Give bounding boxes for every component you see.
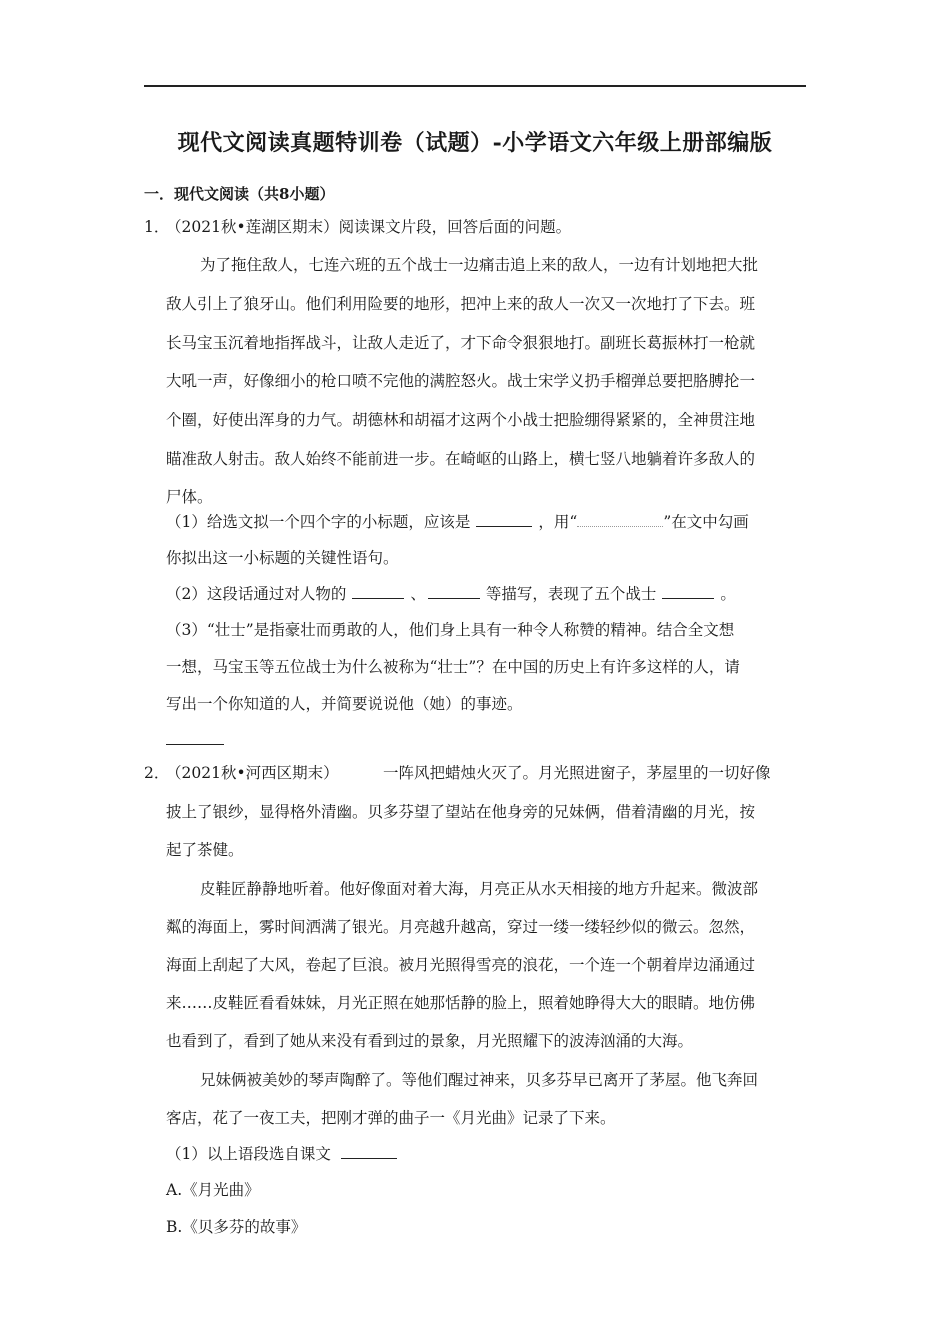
question-1-source: （2021秋•莲湖区期末）阅读课文片段，回答后面的问题。 <box>166 218 572 236</box>
q1-passage-line: 敌人引上了狼牙山。他们利用险要的地形，把冲上来的敌人一次又一次地打了下去。班 <box>166 295 756 313</box>
answer-blank[interactable] <box>428 584 480 599</box>
answer-blank[interactable] <box>476 512 532 527</box>
q2-passage-line: 客店，花了一夜工夫，把刚才弹的曲子一《月光曲》记录了下来。 <box>166 1109 616 1127</box>
q1-sub3-line: 写出一个你知道的人，并简要说说他（她）的事迹。 <box>166 695 523 713</box>
q2-sub1-text: （1）以上语段选自课文 <box>166 1145 331 1163</box>
option-b[interactable]: B.《贝多芬的故事》 <box>166 1218 307 1236</box>
question-1-number: 1． <box>144 218 170 236</box>
option-a[interactable]: A.《月光曲》 <box>166 1181 260 1199</box>
q2-passage-line: 来……皮鞋匠看看妹妹，月光正照在她那恬静的脸上，照着她睁得大大的眼睛。地仿佛 <box>166 994 756 1012</box>
q1-sub1-text: ，用“ <box>538 513 578 531</box>
document-title: 现代文阅读真题特训卷（试题）-小学语文六年级上册部编版 <box>177 130 773 156</box>
wavy-underline-mark <box>577 512 663 527</box>
q1-passage-line: 瞄准敌人射击。敌人始终不能前进一步。在崎岖的山路上，横七竖八地躺着许多敌人的 <box>166 450 756 468</box>
q1-passage-line: 大吼一声，好像细小的枪口喷不完他的满腔怒火。战士宋学义扔手榴弹总要把胳膊抡一 <box>166 372 756 390</box>
answer-blank[interactable] <box>352 584 404 599</box>
section-heading: 一．现代文阅读（共8小题） <box>144 185 335 203</box>
q1-passage-line: 为了拖住敌人，七连六班的五个战士一边痛击追上来的敌人，一边有计划地把大批 <box>200 256 759 274</box>
q1-sub3-line: 一想，马宝玉等五位战士为什么被称为“壮士”？在中国的历史上有许多这样的人，请 <box>166 658 740 676</box>
q2-passage-line: 海面上刮起了大风，卷起了巨浪。被月光照得雪亮的浪花，一个连一个朝着岸边涌通过 <box>166 956 756 974</box>
q2-passage-line: 粼的海面上，雾时间洒满了银光。月亮越升越高，穿过一缕一缕轻纱似的微云。忽然， <box>166 918 756 936</box>
q1-sub1-text: ”在文中勾画 <box>663 513 749 531</box>
q2-passage-line: 起了茶健。 <box>166 841 244 859</box>
q1-sub1 <box>166 512 749 532</box>
q1-sub3-line: （3）“壮士”是指豪壮而勇敢的人，他们身上具有一种令人称赞的精神。结合全文想 <box>166 621 735 639</box>
q1-sub1-text: （1）给选文拟一个四个字的小标题，应该是 <box>166 513 471 531</box>
q1-sub2-text: 等描写，表现了五个战士 <box>485 585 657 603</box>
q2-passage-line: 也看到了，看到了她从来没有看到过的景象，月光照耀下的波涛汹涌的大海。 <box>166 1032 694 1050</box>
answer-line[interactable] <box>166 744 224 745</box>
q2-sub1 <box>166 1144 403 1164</box>
q1-sub2-text: 、 <box>410 585 426 603</box>
q2-passage-line: 兄妹俩被美妙的琴声陶醉了。等他们醒过神来，贝多芬早已离开了茅屋。他飞奔回 <box>200 1071 759 1089</box>
q2-passage-line: 披上了银纱，显得格外清幽。贝多芬望了望站在他身旁的兄妹俩，借着清幽的月光，按 <box>166 803 756 821</box>
q2-passage-line: 一阵风把蜡烛火灭了。月光照进窗子，茅屋里的一切好像 <box>383 764 771 782</box>
q1-passage-line: 个圈，好使出浑身的力气。胡德林和胡福才这两个小战士把脸绷得紧紧的，全神贯注地 <box>166 411 756 429</box>
q1-sub1-line2: 你拟出这一小标题的关键性语句。 <box>166 549 399 567</box>
q1-sub2-text: （2）这段话通过对人物的 <box>166 585 347 603</box>
q2-passage-line: 皮鞋匠静静地听着。他好像面对着大海，月亮正从水天相接的地方升起来。微波部 <box>200 880 759 898</box>
q1-passage-line: 尸体。 <box>166 488 213 506</box>
answer-blank[interactable] <box>662 584 714 599</box>
q1-sub2 <box>166 584 736 604</box>
q1-passage-line: 长马宝玉沉着地指挥战斗，让敌人走近了，才下命令狠狠地打。副班长葛振林打一枪就 <box>166 334 756 352</box>
header-rule <box>144 85 806 87</box>
question-2-number: 2． <box>144 764 170 782</box>
answer-blank[interactable] <box>341 1144 397 1159</box>
q1-sub2-text: 。 <box>720 585 736 603</box>
question-2-source: （2021秋•河西区期末） <box>166 764 339 782</box>
